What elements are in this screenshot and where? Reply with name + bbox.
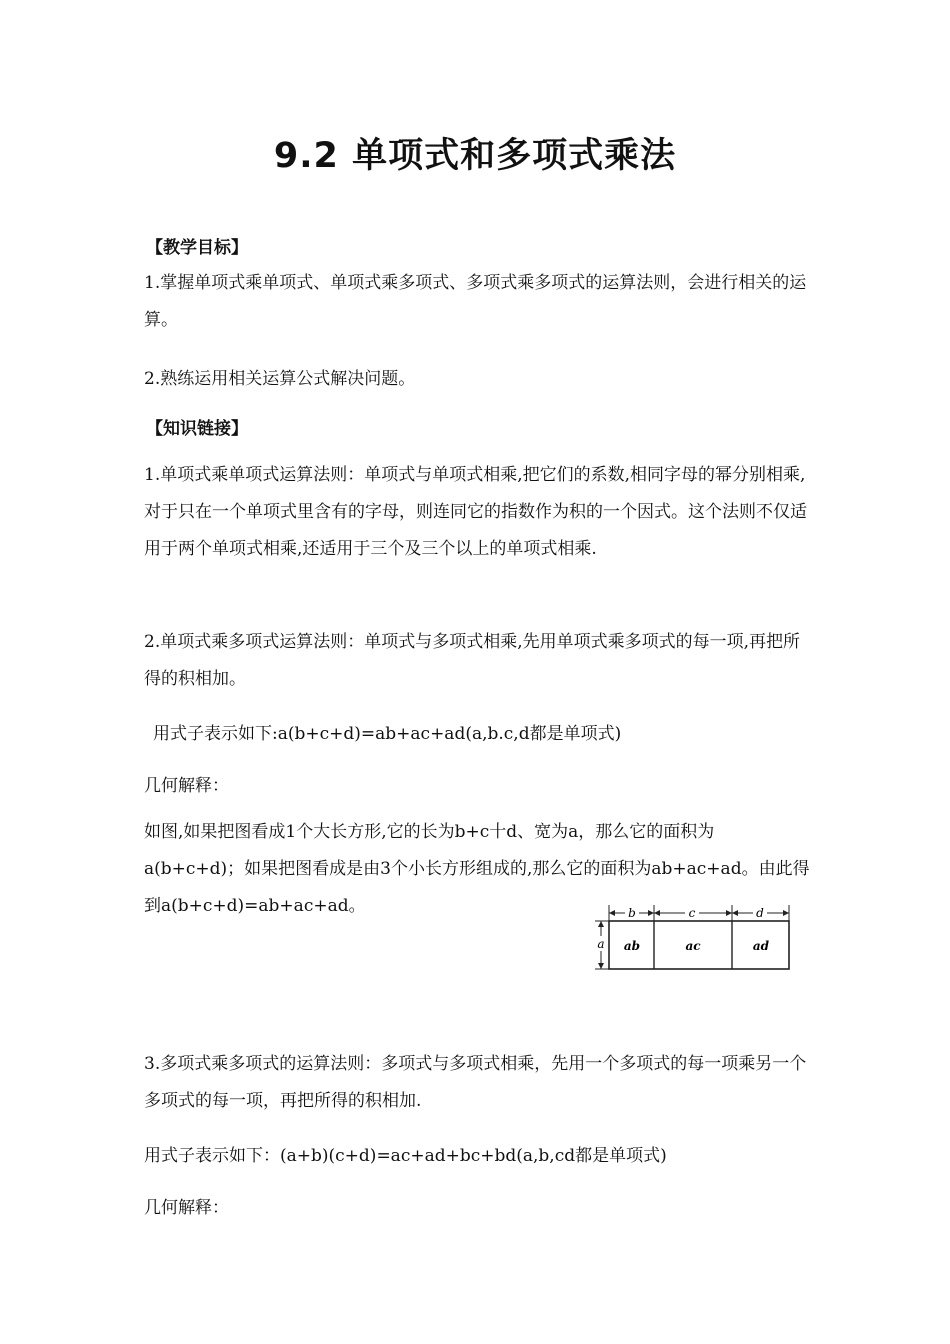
label-a: a: [597, 937, 605, 951]
geo-label-1: 几何解释：: [144, 776, 229, 796]
area-diagram: [591, 903, 797, 973]
goals-heading: 【教学目标】: [146, 238, 248, 258]
label-d: d: [756, 906, 764, 920]
cell-ad: ad: [752, 939, 770, 953]
geo-text-1: 如图,如果把图看成1个大长方形,它的长为b+c十d、宽为a，那么它的面积为a(b+c+d)；如果把图看成是由3个小长方形组成的,那么它的面积为ab+ac+ad。由此得到a(b+c+d)=ab+ac+ad。: [144, 822, 810, 916]
label-b: b: [628, 906, 636, 920]
links-heading: 【知识链接】: [146, 419, 248, 439]
goal-2: 2.熟练运用相关运算公式解决问题。: [144, 369, 416, 389]
cell-ab: ab: [623, 939, 641, 953]
rule-3: 3.多项式乘多项式的运算法则：多项式与多项式相乘，先用一个多项式的每一项乘另一个多项式的每一项，再把所得的积相加.: [144, 1054, 807, 1111]
formula-3: 用式子表示如下：(a+b)(c+d)=ac+ad+bc+bd(a,b,cd都是单项式): [144, 1146, 667, 1166]
page-title: 9.2 单项式和多项式乘法: [273, 136, 677, 176]
rule-1: 1.单项式乘单项式运算法则：单项式与单项式相乘,把它们的系数,相同字母的幂分别相乘,对于只在一个单项式里含有的字母，则连同它的指数作为积的一个因式。这个法则不仅适用于两个单项式相乘,还适用于三个及三个以上的单项式相乘.: [144, 465, 807, 559]
geo-label-2: 几何解释：: [144, 1198, 229, 1218]
formula-2: 用式子表示如下:a(b+c+d)=ab+ac+ad(a,b.c,d都是单项式): [153, 724, 622, 744]
rule-2: 2.单项式乘多项式运算法则：单项式与多项式相乘,先用单项式乘多项式的每一项,再把所得的积相加。: [144, 632, 801, 689]
label-c: c: [688, 906, 696, 920]
cell-ac: ac: [685, 939, 701, 953]
goal-1: 1.掌握单项式乘单项式、单项式乘多项式、多项式乘多项式的运算法则，会进行相关的运算。: [144, 273, 807, 330]
